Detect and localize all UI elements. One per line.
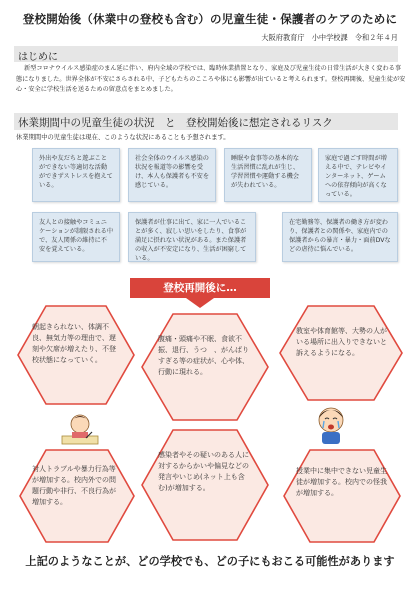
risk-text: 朝起きられない、体調不良、無気力等の理由で、遅刻や欠席が増えたり、不登校状態になっていく。 (32, 323, 116, 364)
situation-card: 睡眠や食事等の基本的な生活習慣に乱れが生じ、学習習慣や運動する機会が失われている。 (224, 148, 312, 202)
intro-heading: はじめに (14, 46, 398, 62)
issuer: 大阪府教育庁 小中学校課 令和２年４月 (261, 33, 398, 42)
situation-card: 保護者が仕事に出て、家に一人でいることが多く、寂しい思いをしたり、食事が満足に摂れない状況がある。また保護者の収入が不安定になり、生活が困窮している。 (128, 212, 256, 262)
page-title: 登校開始後（休業中の登校も含む）の児童生徒・保護者のケアのために (22, 12, 398, 26)
risk-text: 教室や体育館等、大勢の人がいる場所に出入りできないと訴えるようになる。 (296, 327, 387, 357)
situation-card: 社会全体のウイルス感染の状況を報道等の影響を受け、本人も保護者も不安を感じている。 (128, 148, 216, 202)
risk-text: 感染者やその疑いのある人に対するからかいや偏見などの発言やいじめ(ネット上も含む)が増加する。 (158, 451, 249, 492)
reopening-banner: 登校再開後に… (130, 278, 270, 298)
conclusion-text: 上記のようなことが、どの学校でも、どの子にもおこる可能性があります (25, 555, 395, 568)
intro-body: 新型コロナウイルス感染症のまん延に伴い、府内全域の学校では、臨時休業措置となり、家庭及び児童生徒の日常生活が大きく変わる事態になりました。世界全体が不安にさらされる中、子どもたちのこころや体にも影響が出ていると考えられます。登校再開後、児童生徒が安心・安全に学校生活を送るための留意点をまとめました。 (16, 65, 406, 93)
situation-card: 外出や友だちと遊ぶことができない等適切な活動ができずストレスを抱えている。 (32, 148, 120, 202)
situation-heading: 休業期間中の児童生徒の状況 と 登校開始後に想定されるリスク (14, 113, 398, 130)
situation-card: 家庭で過ごす時間が増える中で、テレビやインターネット、ゲームへの依存傾向が高くなっている。 (318, 148, 398, 202)
risk-text: 授業中に集中できない児童生徒が増加する。校内での怪我が増加する。 (296, 467, 387, 497)
risk-text: 対人トラブルや暴力行為等が増加する。校内外での問題行動や非行、不良行為が増加する。 (32, 465, 116, 506)
risk-text: 腹痛・頭痛や不眠、食欲不振、退行、うつ 、がんばりすぎる等の症状が、心や体、行動に現れる。 (158, 335, 249, 376)
situation-card: 在宅勤務等、保護者の働き方が変わり、保護者との関係や、家庭内での保護者からの暴言・暴力・面前DVなどの虐待に悩んでいる。 (282, 212, 398, 262)
child-writing-icon (60, 408, 100, 448)
situation-subtext: 休業期間中の児童生徒は現在、このような状況にあることも予想されます。 (16, 134, 230, 141)
situation-card: 友人との接触やコミュニケーションが制限される中で、友人関係の維持に不安を覚えている。 (32, 212, 120, 262)
crying-child-icon (310, 402, 352, 446)
banner-arrow (186, 298, 214, 308)
